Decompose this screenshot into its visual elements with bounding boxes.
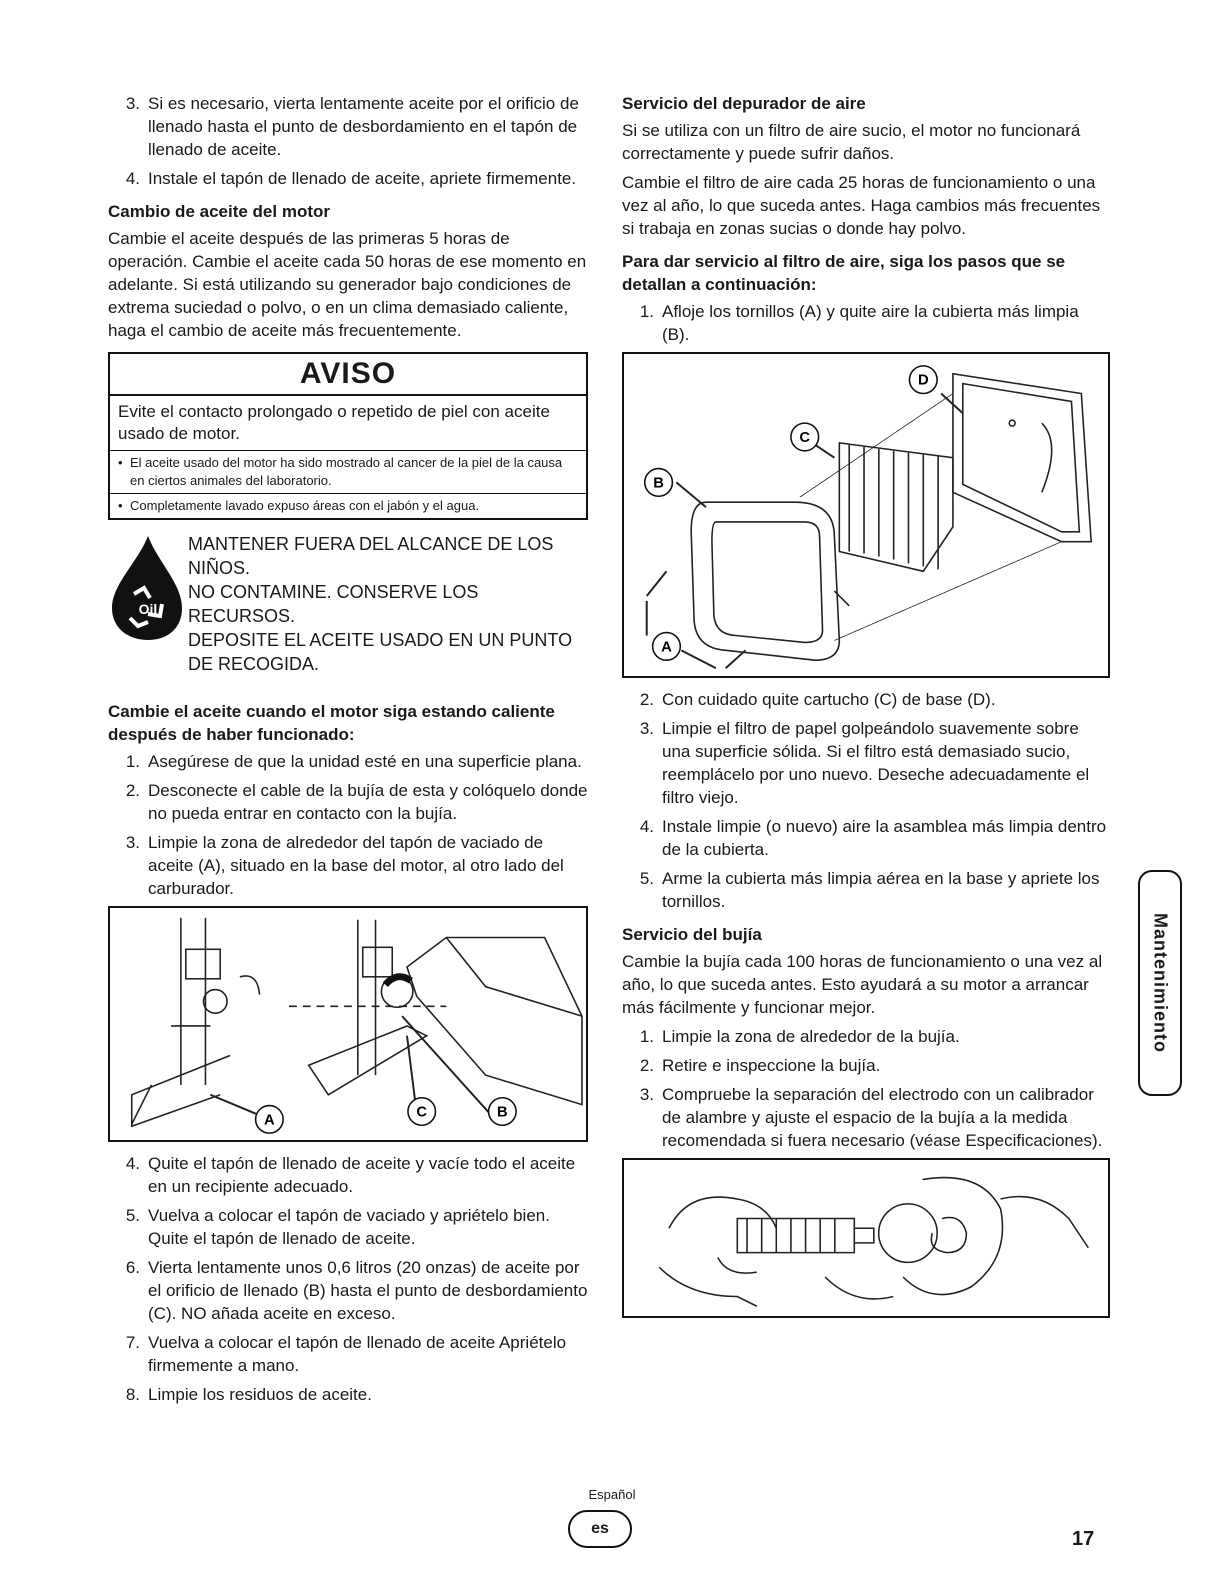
- callout-a-label: A: [661, 639, 672, 656]
- list-air-1: [622, 300, 1110, 346]
- notice-box: [108, 352, 588, 520]
- page-number: 17: [1072, 1528, 1095, 1550]
- oil-label: Oil: [138, 601, 158, 617]
- list-bottom: [108, 1152, 588, 1406]
- spark-plug-text: Cambie la bujía cada 100 horas de funcionamiento o una vez al año, lo que suceda antes. Esto ayudará a su motor a arrancar más fácilmente y funcionar mejor.: [622, 952, 1103, 1017]
- list-item: 6. Vierta lentamente unos 0,6 litros (20 onzas) de aceite por el orificio de llenado (B) hasta el punto de desbordamiento (C). NO añada aceite en exceso.: [125, 1258, 588, 1323]
- air-cleaner-text-1: Si se utiliza con un filtro de aire sucio, el motor no funcionará correctamente y puede sufrir daños.: [622, 121, 1081, 163]
- notice-text: Evite el contacto prolongado o repetido de piel con aceite usado de motor.: [110, 396, 586, 451]
- oil-change-text: Cambie el aceite después de las primeras 5 horas de operación. Cambie el aceite cada 50 horas de ese momento en adelante. Si está utilizando su generador bajo condiciones de extrema suciedad o polvo, o en un clima demasiado caliente, haga el cambio de aceite más frecuentemente.: [108, 229, 587, 340]
- callout-b-label: B: [653, 475, 664, 492]
- recycle-notice: Oil MANTENER FUERA DEL ALCANCE DE LOS NIÑOS. NO CONTAMINE. CONSERVE LOS RECURSOS. DEPOSITE EL ACEITE USADO EN UN PUNTO DE RECOGIDA.: [108, 532, 588, 676]
- list-item: 3. Limpie la zona de alrededor del tapón de vaciado de aceite (A), situado en la base del motor, al otro lado del carburador.: [125, 833, 564, 898]
- list-item: 1. Asegúrese de que la unidad esté en una superficie plana.: [125, 752, 582, 771]
- list-item: 8. Limpie los residuos de aceite.: [125, 1385, 372, 1404]
- list-item: 2. Con cuidado quite cartucho (C) de base (D).: [639, 690, 996, 709]
- callout-c-label: C: [416, 1104, 428, 1121]
- list-item: 2. Desconecte el cable de la bujía de esta y colóquelo donde no pueda entrar en contacto con la bujía.: [125, 781, 588, 823]
- callout-d-label: D: [917, 372, 929, 389]
- section-heading-spark-plug: Servicio del bujía: [622, 925, 762, 944]
- oil-recycle-drop-icon: [108, 532, 184, 642]
- callout-b-label: B: [497, 1104, 508, 1121]
- footer-language: Español: [588, 1487, 636, 1502]
- section-tab-maintenance: Mantenimiento: [1138, 870, 1182, 1096]
- list-item: 4. Instale el tapón de llenado de aceite, apriete firmemente.: [125, 169, 577, 188]
- list-item: 7. Vuelva a colocar el tapón de llenado de aceite Apriételo firmemente a mano.: [125, 1333, 567, 1375]
- list-air-2: [622, 688, 1110, 913]
- list-item: 4. Quite el tapón de llenado de aceite y vacíe todo el aceite en un recipiente adecuado.: [125, 1154, 576, 1196]
- left-column: [108, 92, 588, 1412]
- list-item: 4. Instale limpie (o nuevo) aire la asamblea más limpia dentro de la cubierta.: [639, 817, 1107, 859]
- list-item: 3. Compruebe la separación del electrodo con un calibrador de alambre y ajuste el espacio de la bujía a la medida recomendada si fuera necesario (véase Especificaciones).: [639, 1085, 1103, 1150]
- spark-plug-figure: [622, 1158, 1110, 1318]
- section-heading-air-cleaner: Servicio del depurador de aire: [622, 94, 866, 113]
- list-item: 1. Afloje los tornillos (A) y quite aire la cubierta más limpia (B).: [639, 302, 1079, 344]
- right-column: [622, 92, 1110, 1328]
- language-badge: es: [568, 1510, 632, 1548]
- list-item: 3. Si es necesario, vierta lentamente aceite por el orificio de llenado hasta el punto de desbordamiento en el tapón de llenado de aceite.: [125, 94, 579, 159]
- callout-c-label: C: [799, 429, 811, 446]
- list-plug: [622, 1025, 1110, 1152]
- section-heading-air-steps: Para dar servicio al filtro de aire, siga los pasos que se detallan a continuación:: [622, 252, 1066, 294]
- air-cleaner-text-2: Cambie el filtro de aire cada 25 horas de funcionamiento o una vez al año, lo que suceda antes. Haga cambios más frecuentes si trabaja en zonas sucias o donde hay polvo.: [622, 173, 1101, 238]
- callout-a-label: A: [264, 1112, 275, 1129]
- section-heading-oil-change: Cambio de aceite del motor: [108, 202, 330, 221]
- section-heading-hot-engine: Cambie el aceite cuando el motor siga estando caliente después de haber funcionado:: [108, 702, 555, 744]
- notice-bullet: • El aceite usado del motor ha sido mostrado al cancer de la piel de la causa en ciertos animales del laboratorio.: [118, 455, 563, 488]
- list-item: 3. Limpie el filtro de papel golpeándolo suavemente sobre una superficie sólida. Si el filtro está demasiado sucio, reemplácelo por uno nuevo. Deseche adecuadamente el filtro viejo.: [639, 719, 1090, 807]
- list-item: 1. Limpie la zona de alrededor de la bujía.: [639, 1027, 960, 1046]
- notice-title: AVISO: [110, 354, 586, 396]
- oil-drain-figure: [108, 906, 588, 1142]
- air-filter-figure: [622, 352, 1110, 678]
- notice-bullet: • Completamente lavado expuso áreas con el jabón y el agua.: [110, 493, 586, 518]
- list-mid: [108, 750, 588, 900]
- list-item: 5. Arme la cubierta más limpia aérea en la base y apriete los tornillos.: [639, 869, 1100, 911]
- list-item: 2. Retire e inspeccione la bujía.: [639, 1056, 881, 1075]
- list-item: 5. Vuelva a colocar el tapón de vaciado y apriételo bien. Quite el tapón de llenado de aceite.: [125, 1206, 550, 1248]
- list-top: [108, 92, 588, 190]
